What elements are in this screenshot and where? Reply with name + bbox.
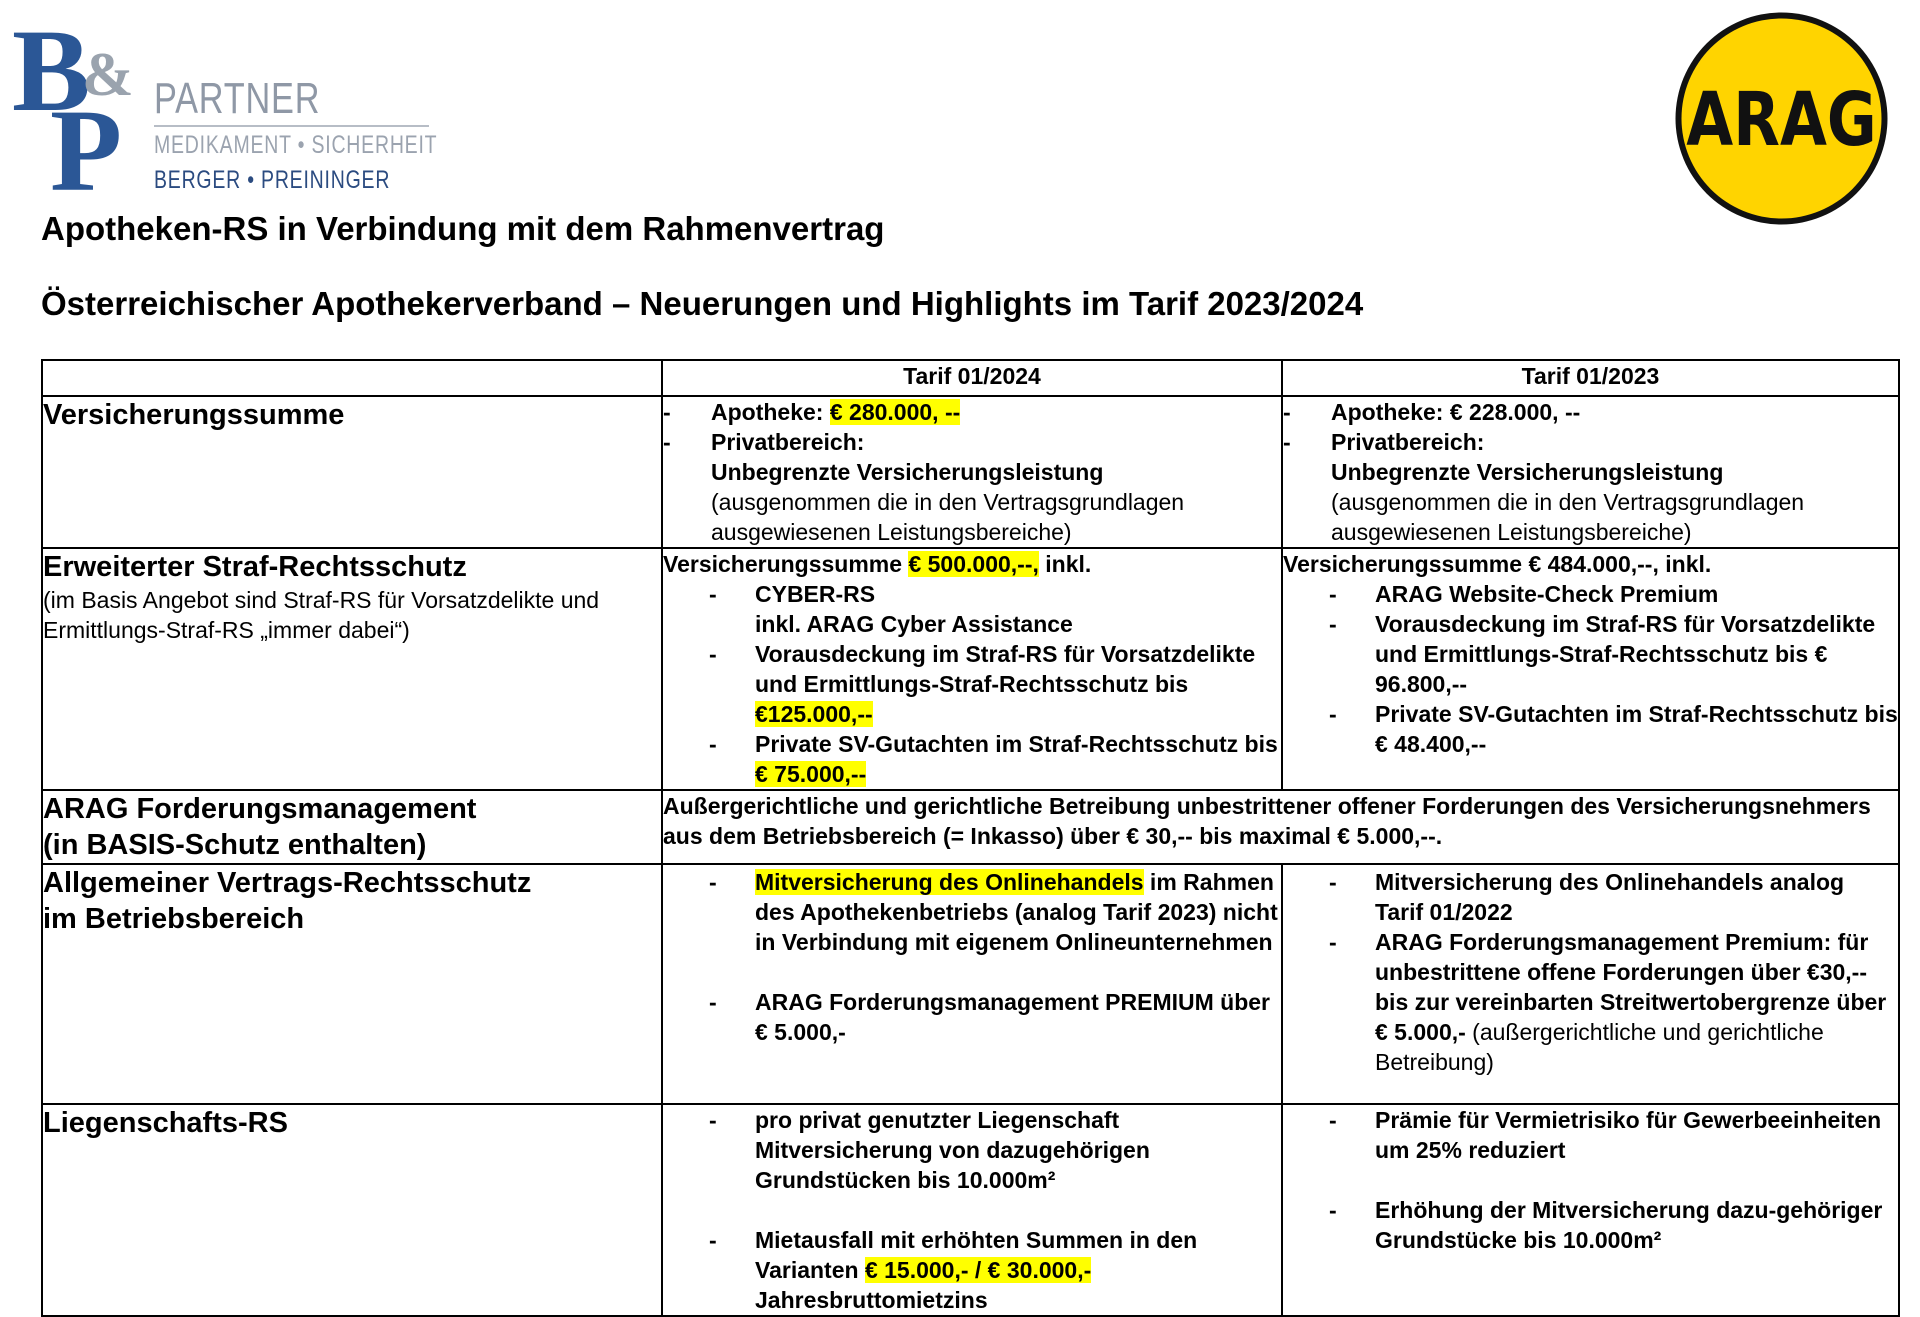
list-item <box>663 639 1281 729</box>
item-text: im Rahmen des Apothekenbetriebs (analog Tarif 2023) nicht in Verbindung mit eigenem Onlineunternehmen <box>755 869 1278 955</box>
row-label: Allgemeiner Vertrags-Rechtsschutz <box>43 867 532 899</box>
bullet-dash: - <box>1329 581 1337 607</box>
list-item <box>1283 927 1898 1077</box>
arag-logo-svg <box>1671 8 1892 229</box>
item-text: Erhöhung der Mitversicherung dazu-gehöriger Grundstücke bis 10.000m² <box>1375 1197 1883 1253</box>
bp-logo-ampersand: & <box>82 41 134 109</box>
header-tarif-2023: Tarif 01/2023 <box>1282 360 1899 396</box>
bullet-dash: - <box>1329 701 1337 727</box>
bullet-dash: - <box>1329 1107 1337 1133</box>
list-item <box>663 579 1281 639</box>
privat-label: Privatbereich: <box>1331 429 1485 455</box>
apotheke-value: Apotheke: € 228.000, -- <box>1331 399 1581 425</box>
table-row-versicherungssumme <box>42 396 1899 548</box>
bullet-dash: - <box>1329 929 1337 955</box>
item-text: Private SV-Gutachten im Straf-Rechtsschutz bis € 48.400,-- <box>1375 701 1898 757</box>
list-item <box>1283 579 1898 609</box>
row-label: im Betriebsbereich <box>43 903 305 935</box>
cell-2023-liegenschaft <box>1282 1104 1899 1316</box>
cell-forderung-merged: Außergerichtliche und gerichtliche Betreibung unbestrittener offener Forderungen des Versicherungsnehmers aus dem Betriebsbereich (= Inkasso) über € 30,-- bis maximal € 5.000,--. <box>662 790 1899 864</box>
list-item <box>1283 867 1898 927</box>
list-item <box>1283 427 1898 547</box>
item-text: Vorausdeckung im Straf-RS für Vorsatzdelikte und Ermittlungs-Straf-Rechtsschutz bis <box>755 641 1256 697</box>
row-label: ARAG Forderungsmanagement <box>43 793 477 825</box>
bullet-dash: - <box>663 429 671 455</box>
item-text: CYBER-RS <box>755 581 876 607</box>
bullet-dash: - <box>1329 869 1337 895</box>
row-label-cell <box>42 864 662 1104</box>
list-item <box>663 1225 1281 1315</box>
cell-2024-vertrag <box>662 864 1282 1104</box>
item-text: Vorausdeckung im Straf-RS für Vorsatzdelikte und Ermittlungs-Straf-Rechtsschutz bis € 96.800,-- <box>1375 611 1876 697</box>
summe-line: Versicherungssumme € 484.000,--, inkl. <box>1283 551 1712 577</box>
cell-2024-straf <box>662 548 1282 790</box>
spacer <box>663 1195 1281 1225</box>
list-item <box>1283 1195 1898 1255</box>
bullet-dash: - <box>1329 1197 1337 1223</box>
privat-note: (ausgenommen die in den Vertragsgrundlagen ausgewiesenen Leistungsbereiche) <box>1331 489 1805 545</box>
bp-tagline: MEDIKAMENT • SICHERHEIT <box>154 131 438 159</box>
table-row-straf-rechtsschutz <box>42 548 1899 790</box>
bp-names: BERGER • PREININGER <box>154 166 391 194</box>
bp-logo-p: P <box>50 85 123 205</box>
bp-logo-b: B <box>12 15 91 136</box>
list-item <box>1283 609 1898 699</box>
arag-logo <box>1671 8 1892 229</box>
highlighted-value: € 75.000,-- <box>755 761 867 787</box>
bullet-dash: - <box>709 1227 717 1253</box>
item-text: Jahresbruttomietzins <box>755 1287 988 1313</box>
row-label-cell <box>42 396 662 548</box>
tarif-comparison-table <box>41 359 1900 1317</box>
table-row-vertrags-rechtsschutz <box>42 864 1899 1104</box>
summe-line <box>663 549 1281 579</box>
bullet-dash: - <box>709 869 717 895</box>
list-item <box>663 427 1281 547</box>
list-item <box>1283 397 1898 427</box>
bullet-dash: - <box>663 399 671 425</box>
row-sublabel: (im Basis Angebot sind Straf-RS für Vorsatzdelikte und Ermittlungs-Straf-RS „immer dabei“) <box>43 587 600 643</box>
bp-partner-logo <box>10 15 438 205</box>
cell-2024-liegenschaft <box>662 1104 1282 1316</box>
summe-suffix: inkl. <box>1038 551 1092 577</box>
row-label: (in BASIS-Schutz enthalten) <box>43 829 427 861</box>
cell-2024-versicherungssumme <box>662 396 1282 548</box>
table-row-liegenschafts-rs <box>42 1104 1899 1316</box>
highlighted-value: Mitversicherung des Onlinehandels <box>755 869 1144 895</box>
bullet-dash: - <box>1283 399 1291 425</box>
item-text: Mitversicherung des Onlinehandels analog Tarif 01/2022 <box>1375 869 1845 925</box>
bp-divider <box>154 125 429 127</box>
row-label: Erweiterter Straf-Rechtsschutz <box>43 551 467 583</box>
header-empty-cell <box>42 360 662 396</box>
item-text: Private SV-Gutachten im Straf-Rechtsschutz bis <box>755 731 1278 757</box>
bullet-dash: - <box>1283 429 1291 455</box>
list-item <box>663 729 1281 789</box>
list-item <box>663 987 1281 1047</box>
spacer <box>1283 1165 1898 1195</box>
row-label: Liegenschafts-RS <box>43 1107 288 1139</box>
list-item <box>1283 1105 1898 1165</box>
header-tarif-2024: Tarif 01/2024 <box>662 360 1282 396</box>
table-header-row <box>42 360 1899 396</box>
item-text: Mietausfall mit erhöhten Summen in den Varianten <box>755 1227 1198 1283</box>
bullet-dash: - <box>709 1107 717 1133</box>
cell-2023-versicherungssumme <box>1282 396 1899 548</box>
item-text: pro privat genutzter Liegenschaft Mitversicherung von dazugehörigen Grundstücken bis 10.000m² <box>755 1107 1150 1193</box>
bp-partner-word: PARTNER <box>154 74 321 123</box>
cell-2023-vertrag <box>1282 864 1899 1104</box>
privat-main: Unbegrenzte Versicherungsleistung <box>1331 459 1724 485</box>
item-text: ARAG Forderungsmanagement PREMIUM über € 5.000,- <box>755 989 1270 1045</box>
item-note: (außergerichtliche und gerichtliche Betreibung) <box>1375 1019 1824 1075</box>
highlighted-value: € 15.000,- / € 30.000,- <box>864 1257 1092 1283</box>
bp-logo-text <box>154 75 444 195</box>
bullet-dash: - <box>709 581 717 607</box>
bullet-dash: - <box>709 731 717 757</box>
highlighted-value: € 280.000, -- <box>829 399 961 425</box>
table-row-forderungsmanagement <box>42 790 1899 864</box>
list-item <box>663 867 1281 957</box>
bullet-dash: - <box>709 641 717 667</box>
highlighted-value: € 500.000,--, <box>908 551 1039 577</box>
summe-label: Versicherungssumme <box>663 551 909 577</box>
privat-note: (ausgenommen die in den Vertragsgrundlagen ausgewiesenen Leistungsbereiche) <box>711 489 1185 545</box>
list-item <box>1283 699 1898 759</box>
bullet-dash: - <box>1329 611 1337 637</box>
privat-label: Privatbereich: <box>711 429 865 455</box>
item-text: ARAG Website-Check Premium <box>1375 581 1719 607</box>
row-label-cell <box>42 548 662 790</box>
list-item <box>663 1105 1281 1195</box>
list-item <box>663 397 1281 427</box>
privat-main: Unbegrenzte Versicherungsleistung <box>711 459 1104 485</box>
item-text: ARAG Forderungsmanagement Premium: für unbestrittene offene Forderungen über €30,-- bis zur vereinbarten Streitwertobergrenze über € 5.000,- <box>1375 929 1887 1045</box>
page-title: Apotheken-RS in Verbindung mit dem Rahmenvertrag <box>41 210 885 247</box>
bullet-dash: - <box>709 989 717 1015</box>
item-text: Prämie für Vermietrisiko für Gewerbeeinheiten um 25% reduziert <box>1375 1107 1882 1163</box>
spacer <box>663 957 1281 987</box>
item-text: inkl. ARAG Cyber Assistance <box>755 611 1073 637</box>
cell-2023-straf <box>1282 548 1899 790</box>
row-label-cell <box>42 1104 662 1316</box>
row-label-cell <box>42 790 662 864</box>
page-subtitle: Österreichischer Apothekerverband – Neuerungen und Highlights im Tarif 2023/2024 <box>41 285 1364 322</box>
row-label: Versicherungssumme <box>43 399 345 431</box>
arag-logo-text: ARAG <box>1686 76 1877 163</box>
highlighted-value: €125.000,-- <box>755 701 873 727</box>
apotheke-label: Apotheke: <box>711 399 830 425</box>
